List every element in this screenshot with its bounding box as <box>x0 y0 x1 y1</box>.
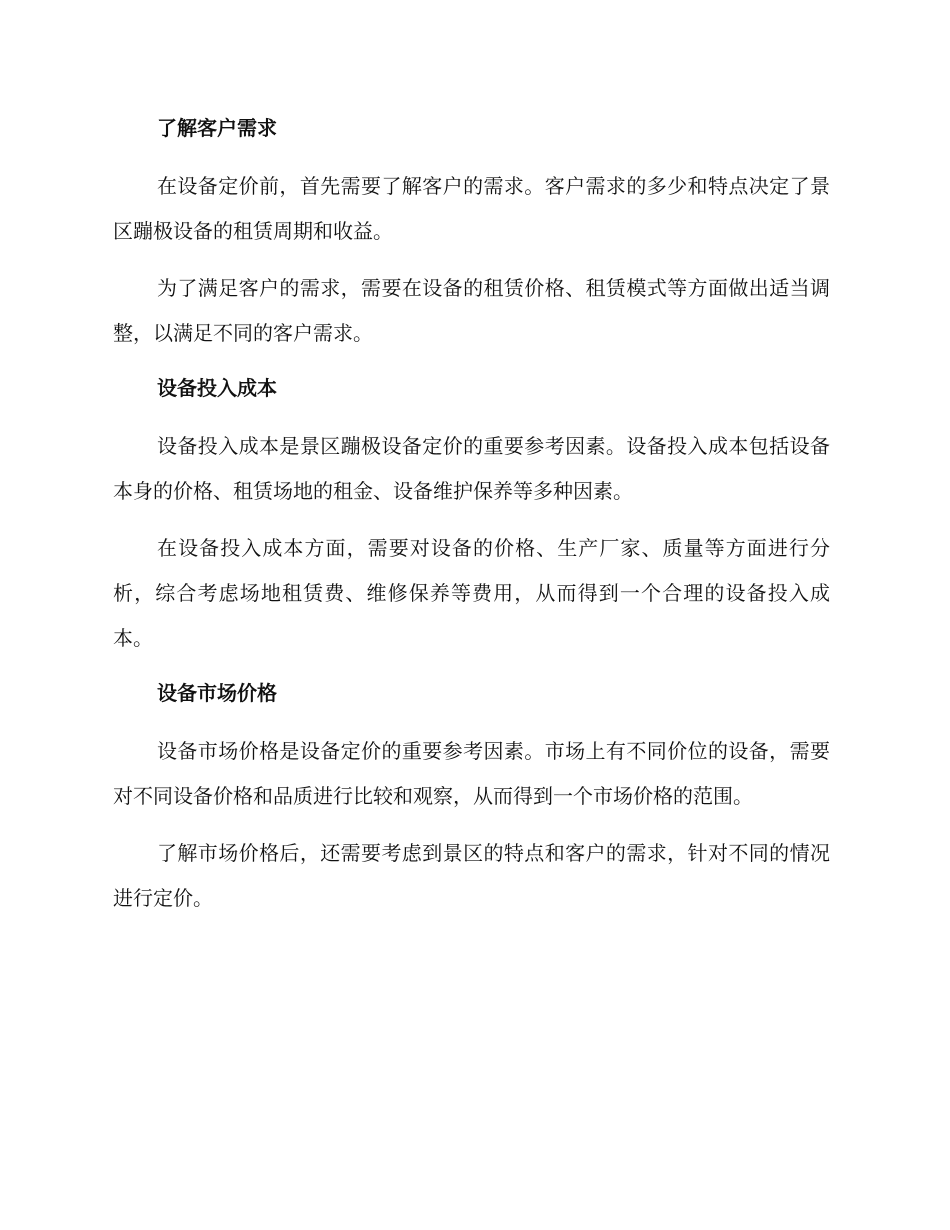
paragraph: 了解市场价格后，还需要考虑到景区的特点和客户的需求，针对不同的情况进行定价。 <box>113 841 830 910</box>
paragraph: 在设备定价前，首先需要了解客户的需求。客户需求的多少和特点决定了景区蹦极设备的租赁周期和收益。 <box>113 174 830 243</box>
paragraph: 为了满足客户的需求，需要在设备的租赁价格、租赁模式等方面做出适当调整，以满足不同的客户需求。 <box>113 276 830 345</box>
document-body <box>113 108 830 921</box>
paragraph: 设备投入成本是景区蹦极设备定价的重要参考因素。设备投入成本包括设备本身的价格、租赁场地的租金、设备维护保养等多种因素。 <box>113 434 830 503</box>
section-heading-customer-needs: 了解客户需求 <box>157 116 277 140</box>
paragraph: 在设备投入成本方面，需要对设备的价格、生产厂家、质量等方面进行分析，综合考虑场地租赁费、维修保养等费用，从而得到一个合理的设备投入成本。 <box>113 536 830 650</box>
paragraph: 设备市场价格是设备定价的重要参考因素。市场上有不同价位的设备，需要对不同设备价格和品质进行比较和观察，从而得到一个市场价格的范围。 <box>113 739 830 808</box>
section-heading-equipment-cost: 设备投入成本 <box>157 376 277 400</box>
section-heading-market-price: 设备市场价格 <box>157 681 277 705</box>
